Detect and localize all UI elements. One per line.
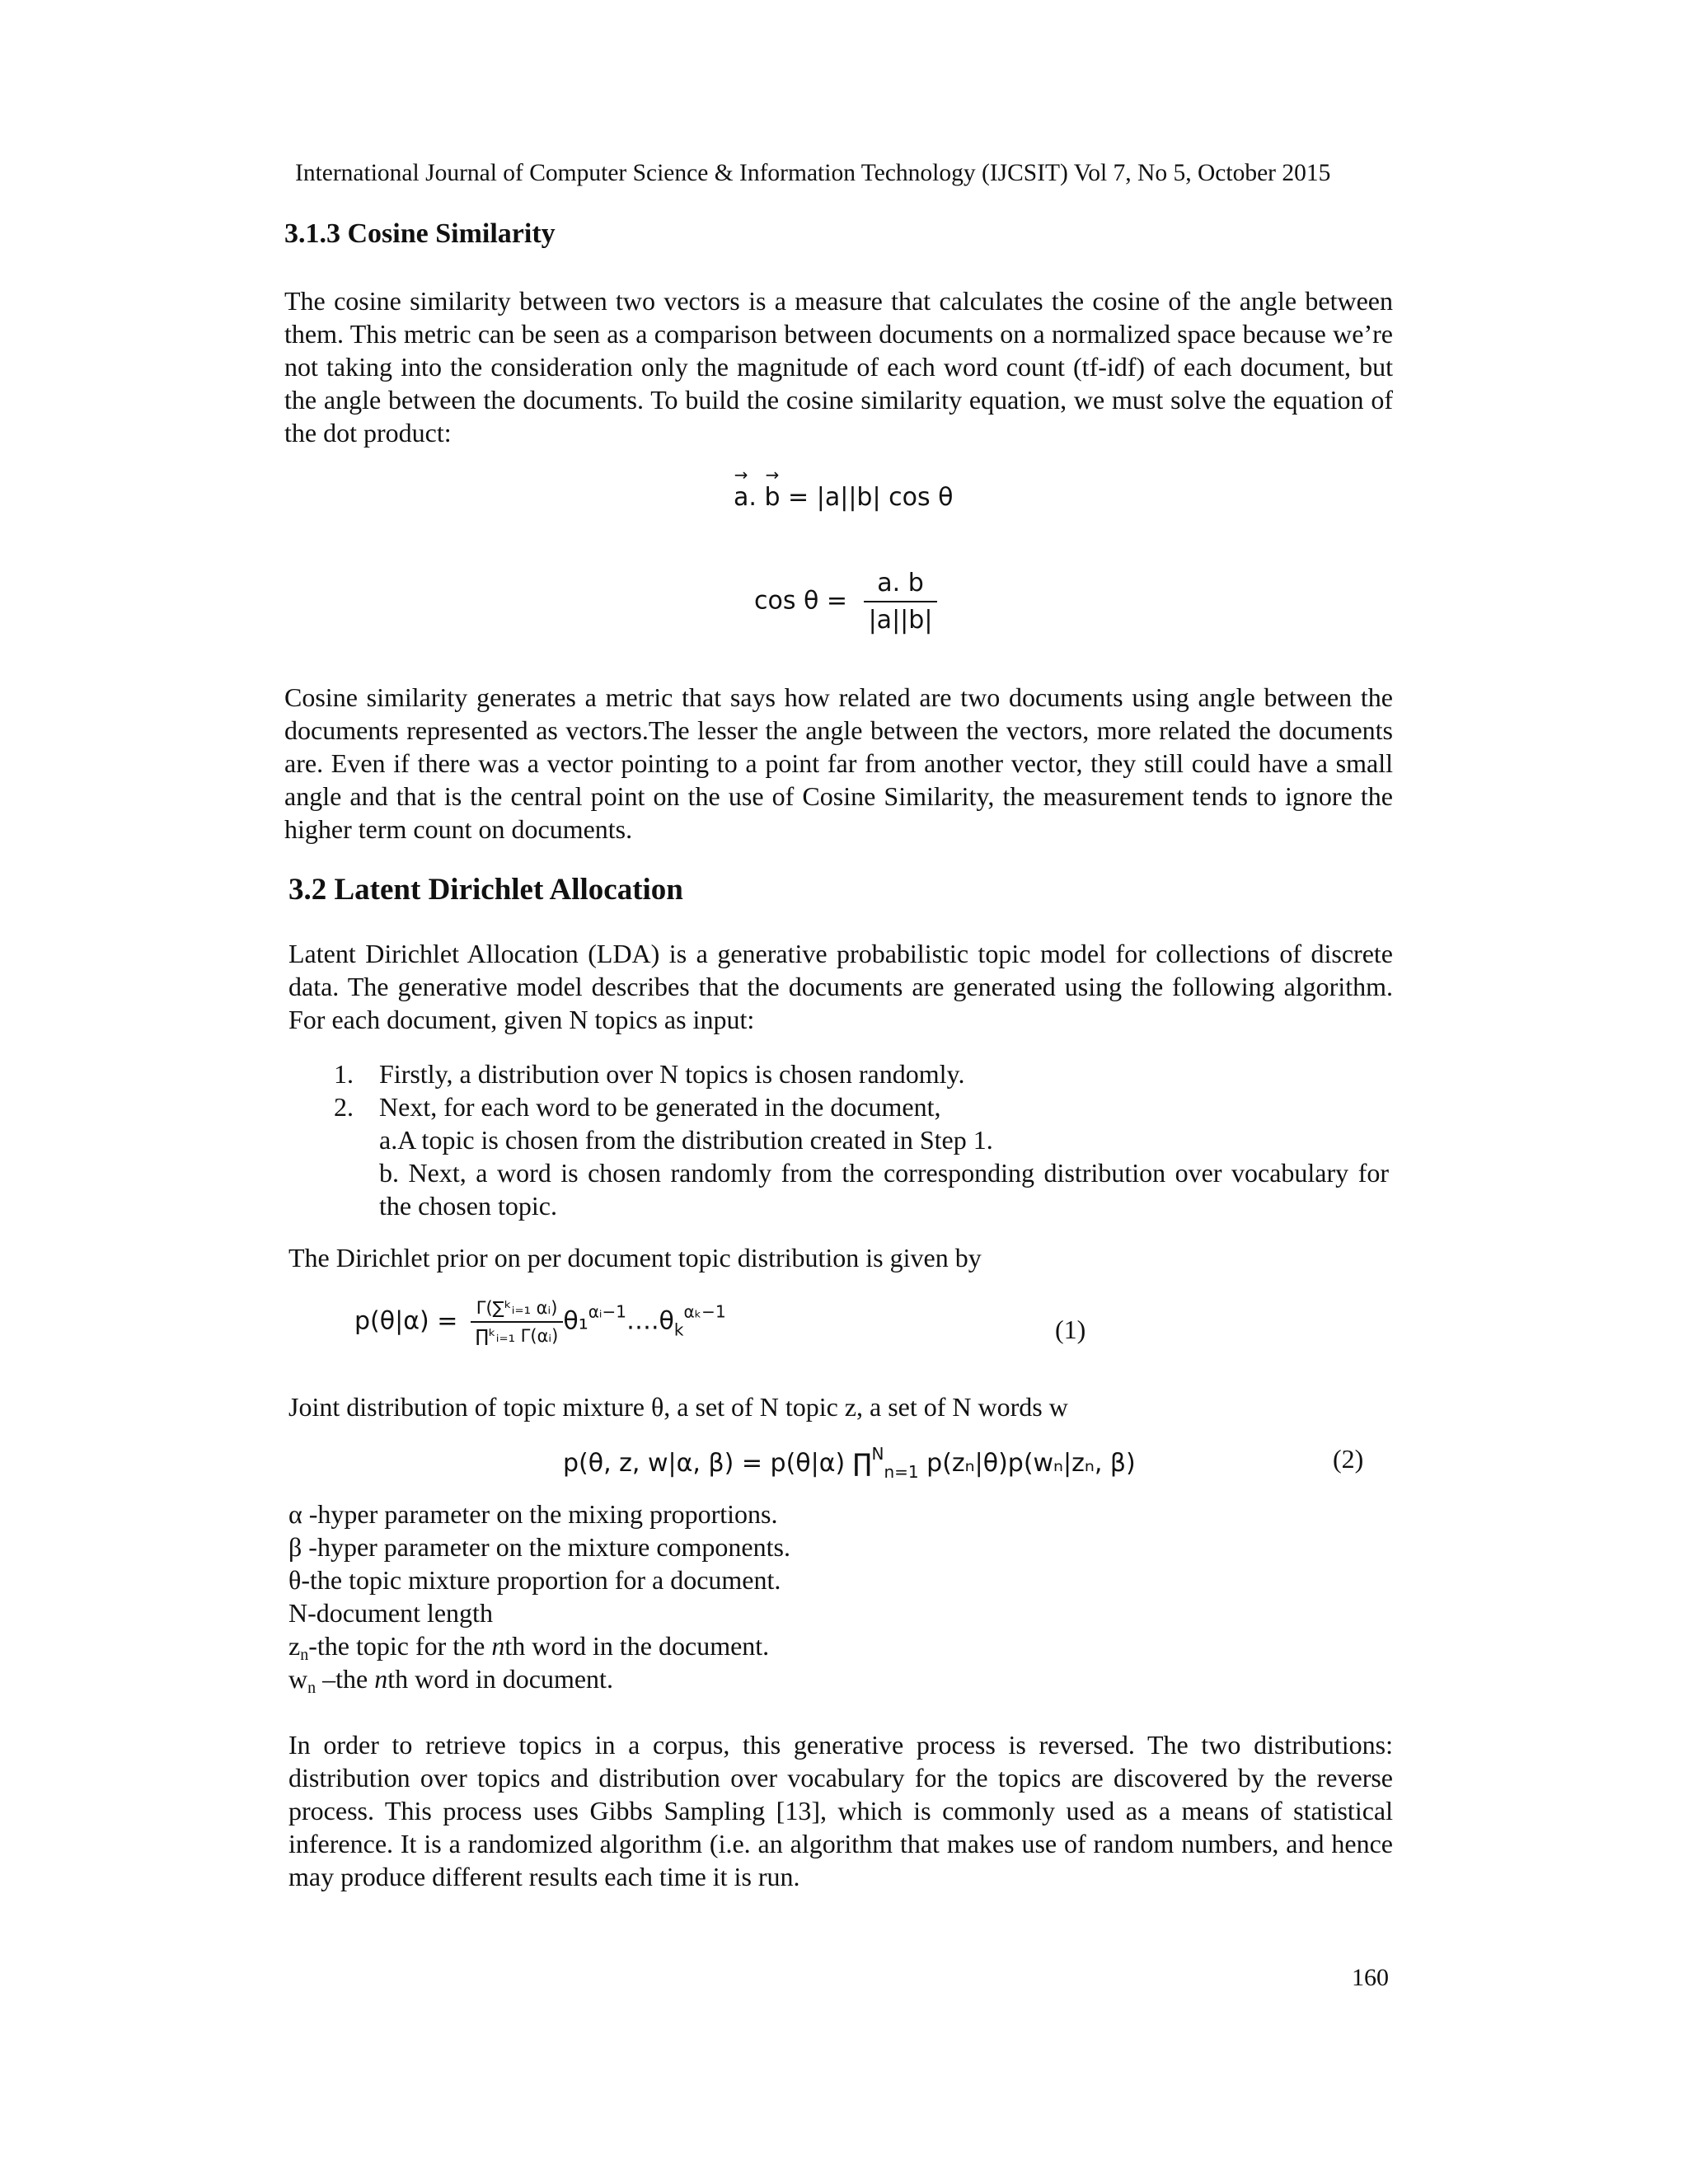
definition-alpha: α -hyper parameter on the mixing proportions. (288, 1499, 778, 1529)
eq2-product-upper: N (871, 1444, 884, 1464)
page-number: 160 (1352, 1964, 1389, 1991)
eq2-lhs: p(θ, z, w|α, β) = p(θ|α) ∏ (563, 1449, 872, 1478)
sub-step-a: a.A topic is chosen from the distribution created in Step 1. (379, 1125, 993, 1155)
definition-n: N-document length (288, 1598, 493, 1628)
paragraph-cosine-explanation: Cosine similarity generates a metric that says how related are two documents using angle between the documents represented as vectors.The lesser the angle between the vectors, more related the documents are. Even if there was a vector pointing to a point far from another vector, they still could have a small angle and that is the central point on the use of Cosine Similarity, the measurement tends to ignore the higher term count on documents. (284, 682, 1393, 844)
eq1-lhs: p(θ|α) = (354, 1306, 466, 1336)
definition-z-italic: n (491, 1631, 505, 1661)
definition-w-text: –the (316, 1664, 375, 1694)
eq1-fraction (471, 1298, 563, 1346)
symbol-z: z (288, 1631, 301, 1661)
definition-w-italic: n (374, 1664, 388, 1694)
list-item-number: 2. (334, 1092, 354, 1122)
paragraph-dirichlet-prior: The Dirichlet prior on per document topic distribution is given by (288, 1243, 982, 1272)
definition-theta: θ-the topic mixture proportion for a document. (288, 1565, 781, 1595)
definition-z-text: -the topic for the (308, 1631, 492, 1661)
eq1-numerator: Γ(∑ᵏᵢ₌₁ αᵢ) (471, 1298, 563, 1323)
equation-number-2: (2) (1333, 1444, 1364, 1474)
eq1-denominator: ∏ᵏᵢ₌₁ Γ(αᵢ) (475, 1326, 559, 1346)
list-item-text: Firstly, a distribution over N topics is chosen randomly. (379, 1059, 965, 1089)
cosine-fraction (864, 569, 938, 635)
section-heading-lda: 3.2 Latent Dirichlet Allocation (288, 873, 683, 907)
cosine-denominator: |a||b| (868, 606, 933, 635)
equation-cosine (754, 569, 937, 635)
definition-z-text-end: th word in the document. (504, 1631, 770, 1661)
equation-dot-product (734, 483, 954, 512)
symbol-w-subscript: n (307, 1679, 316, 1697)
paragraph-cosine-intro: The cosine similarity between two vectors is a measure that calculates the cosine of the angle between them. This metric can be seen as a comparison between documents on a normalized space because we’re not taking into the consideration only the magnitude of each word count (tf-idf) of each document, but the angle between the documents. To build the cosine similarity equation, we must solve the equation of the dot product: (284, 286, 1393, 448)
definition-w-text-end: th word in document. (387, 1664, 613, 1694)
cosine-numerator: a. b (864, 569, 938, 602)
eq2-product-lower: n=1 (884, 1462, 919, 1482)
equation-1-dirichlet (354, 1298, 726, 1346)
symbol-w: w (288, 1664, 308, 1694)
section-heading-cosine-similarity: 3.1.3 Cosine Similarity (284, 218, 556, 249)
paragraph-gibbs-sampling: In order to retrieve topics in a corpus, this generative process is reversed. The two distributions: distribution over topics and distribution over vocabulary for the topics are discovered by the reverse process. This process uses Gibbs Sampling [13], which is commonly used as a means of statistical inference. It is a randomized algorithm (i.e. an algorithm that makes use of random numbers, and hence may produce different results each time it is run. (288, 1730, 1393, 1891)
definition-z (288, 1629, 1393, 1662)
equation-number-1: (1) (1055, 1315, 1086, 1344)
paragraph-joint-distribution: Joint distribution of topic mixture θ, a set of N topic z, a set of N words w (288, 1392, 1068, 1422)
symbol-z-subscript: n (300, 1646, 309, 1664)
definition-w (288, 1662, 1393, 1695)
list-item-text: Next, for each word to be generated in the document, (379, 1092, 941, 1122)
list-item (288, 1090, 1393, 1123)
eq1-theta-1: θ₁ (563, 1306, 588, 1336)
definitions-list (288, 1497, 1393, 1695)
eq1-ellipsis-theta: ….θ (626, 1306, 674, 1336)
list-item-number: 1. (334, 1059, 354, 1089)
algorithm-steps-list (288, 1057, 1393, 1222)
paragraph-lda-intro: Latent Dirichlet Allocation (LDA) is a generative probabilistic topic model for collections of discrete data. The generative model describes that the documents are generated using the following algorithm. For each document, given N topics as input: (288, 939, 1393, 1034)
vector-a: → a (734, 483, 748, 512)
dot-operator: . (748, 483, 765, 512)
running-header: International Journal of Computer Science & Information Technology (IJCSIT) Vol 7, No 5, October 2015 (295, 160, 1331, 186)
sub-step-b: b. Next, a word is chosen randomly from the corresponding distribution over vocabulary for the chosen topic. (379, 1158, 1389, 1221)
eq2-rhs: p(zₙ|θ)p(wₙ|zₙ, β) (918, 1449, 1136, 1478)
eq1-exponent-1: αᵢ−1 (588, 1301, 626, 1322)
eq1-subscript-k: k (673, 1319, 684, 1340)
equation-2-joint (563, 1444, 1136, 1482)
eq1-exponent-k: αₖ−1 (683, 1301, 726, 1322)
definition-beta: β -hyper parameter on the mixture components. (288, 1532, 790, 1562)
vector-b: → b (764, 483, 780, 512)
dot-product-rhs: = |a||b| cos θ (780, 483, 954, 512)
cosine-lhs: cos θ = (754, 586, 856, 616)
list-item (288, 1057, 1393, 1090)
